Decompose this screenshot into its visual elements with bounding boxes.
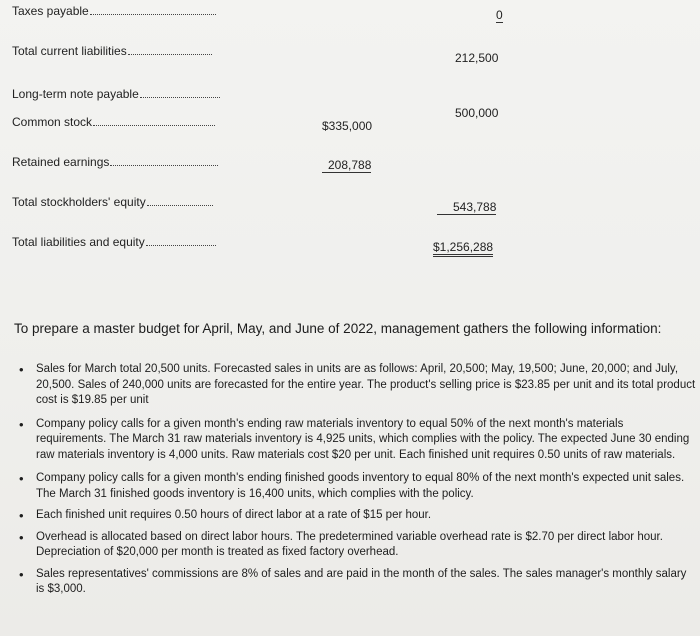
taxes-payable-label [12,4,216,18]
total-stockholders-equity-text: Total stockholders' equity [12,195,146,209]
list-item [0,362,700,409]
taxes-payable-amount: 0 [496,8,503,22]
long-term-note-payable-value [455,106,498,120]
bullet-text: Overhead is allocated based on direct labor hours. The predetermined variable overhead rate is $2.70 per direct labor hour. Depreciation of $20,000 per month is treated as fixed factory overhead. [36,530,663,558]
long-term-note-payable-amount: 500,000 [455,106,499,120]
bullet-icon: • [19,416,24,432]
retained-earnings-amount: 208,788 [322,158,371,173]
bullet-text: Company policy calls for a given month's ending raw materials inventory to equal 50% of the next month's materials requirements. The March 31 raw materials inventory is 4,925 units, which complies with the policy. The expected June 30 ending raw materials inventory is 4,000 units. Raw materials cost $20 per unit. Each finished unit requires 0.50 units of raw materials. [36,417,690,461]
bullet-text: Each finished unit requires 0.50 hours of direct labor at a rate of $15 per hour. [36,509,432,521]
list-item [0,471,700,502]
list-item [0,530,700,561]
total-current-liabilities-text: Total current liabilities [12,44,127,58]
list-item [0,567,700,598]
total-current-liabilities-amount: 212,500 [455,51,499,65]
total-stockholders-equity-value [437,200,496,214]
bullet-icon: • [19,508,24,523]
long-term-note-payable-label [12,87,220,101]
taxes-payable-text: Taxes payable [12,4,89,18]
total-stockholders-equity-amount: 543,788 [437,200,496,215]
bullet-icon: • [19,362,24,377]
bullet-icon: • [19,529,24,545]
common-stock-label [12,115,215,129]
total-current-liabilities-value [455,51,498,65]
info-bullet-list [0,362,700,598]
retained-earnings-text: Retained earnings [12,155,110,169]
total-liabilities-equity-label [12,235,216,249]
bullet-text: Company policy calls for a given month's ending finished goods inventory to equal 80% of the next month's expected unit sales. The March 31 finished goods inventory is 16,400 units, which complies with the policy. [36,472,685,500]
common-stock-value [322,119,372,133]
total-liabilities-equity-amount: $1,256,288 [433,240,493,257]
total-current-liabilities-label [12,44,212,58]
bullet-icon: • [19,471,24,486]
list-item [0,508,700,524]
intro-paragraph: To prepare a master budget for April, May, and June of 2022, management gathers the following information: [14,321,662,336]
total-liabilities-equity-value [433,240,493,254]
retained-earnings-value [322,158,371,172]
bullet-text: Sales for March total 20,500 units. Forecasted sales in units are as follows: April, 20,500; May, 19,500; June, 20,000; and July, 20,500. Sales of 240,000 units are forecasted for the entire year. The product's selling price is $23.85 per unit and its total product cost is $19.85 per unit [36,363,696,406]
long-term-note-payable-text: Long-term note payable [12,87,139,101]
common-stock-text: Common stock [12,115,93,129]
list-item [0,417,700,464]
retained-earnings-label [12,155,218,169]
total-stockholders-equity-label [12,195,213,209]
common-stock-amount: $335,000 [322,119,373,133]
total-liabilities-equity-text: Total liabilities and equity [12,235,145,249]
bullet-icon: • [19,566,24,582]
bullet-text: Sales representatives' commissions are 8% of sales and are paid in the month of the sales. The sales manager's monthly salary is $3,000. [36,567,687,595]
taxes-payable-value [496,8,503,22]
